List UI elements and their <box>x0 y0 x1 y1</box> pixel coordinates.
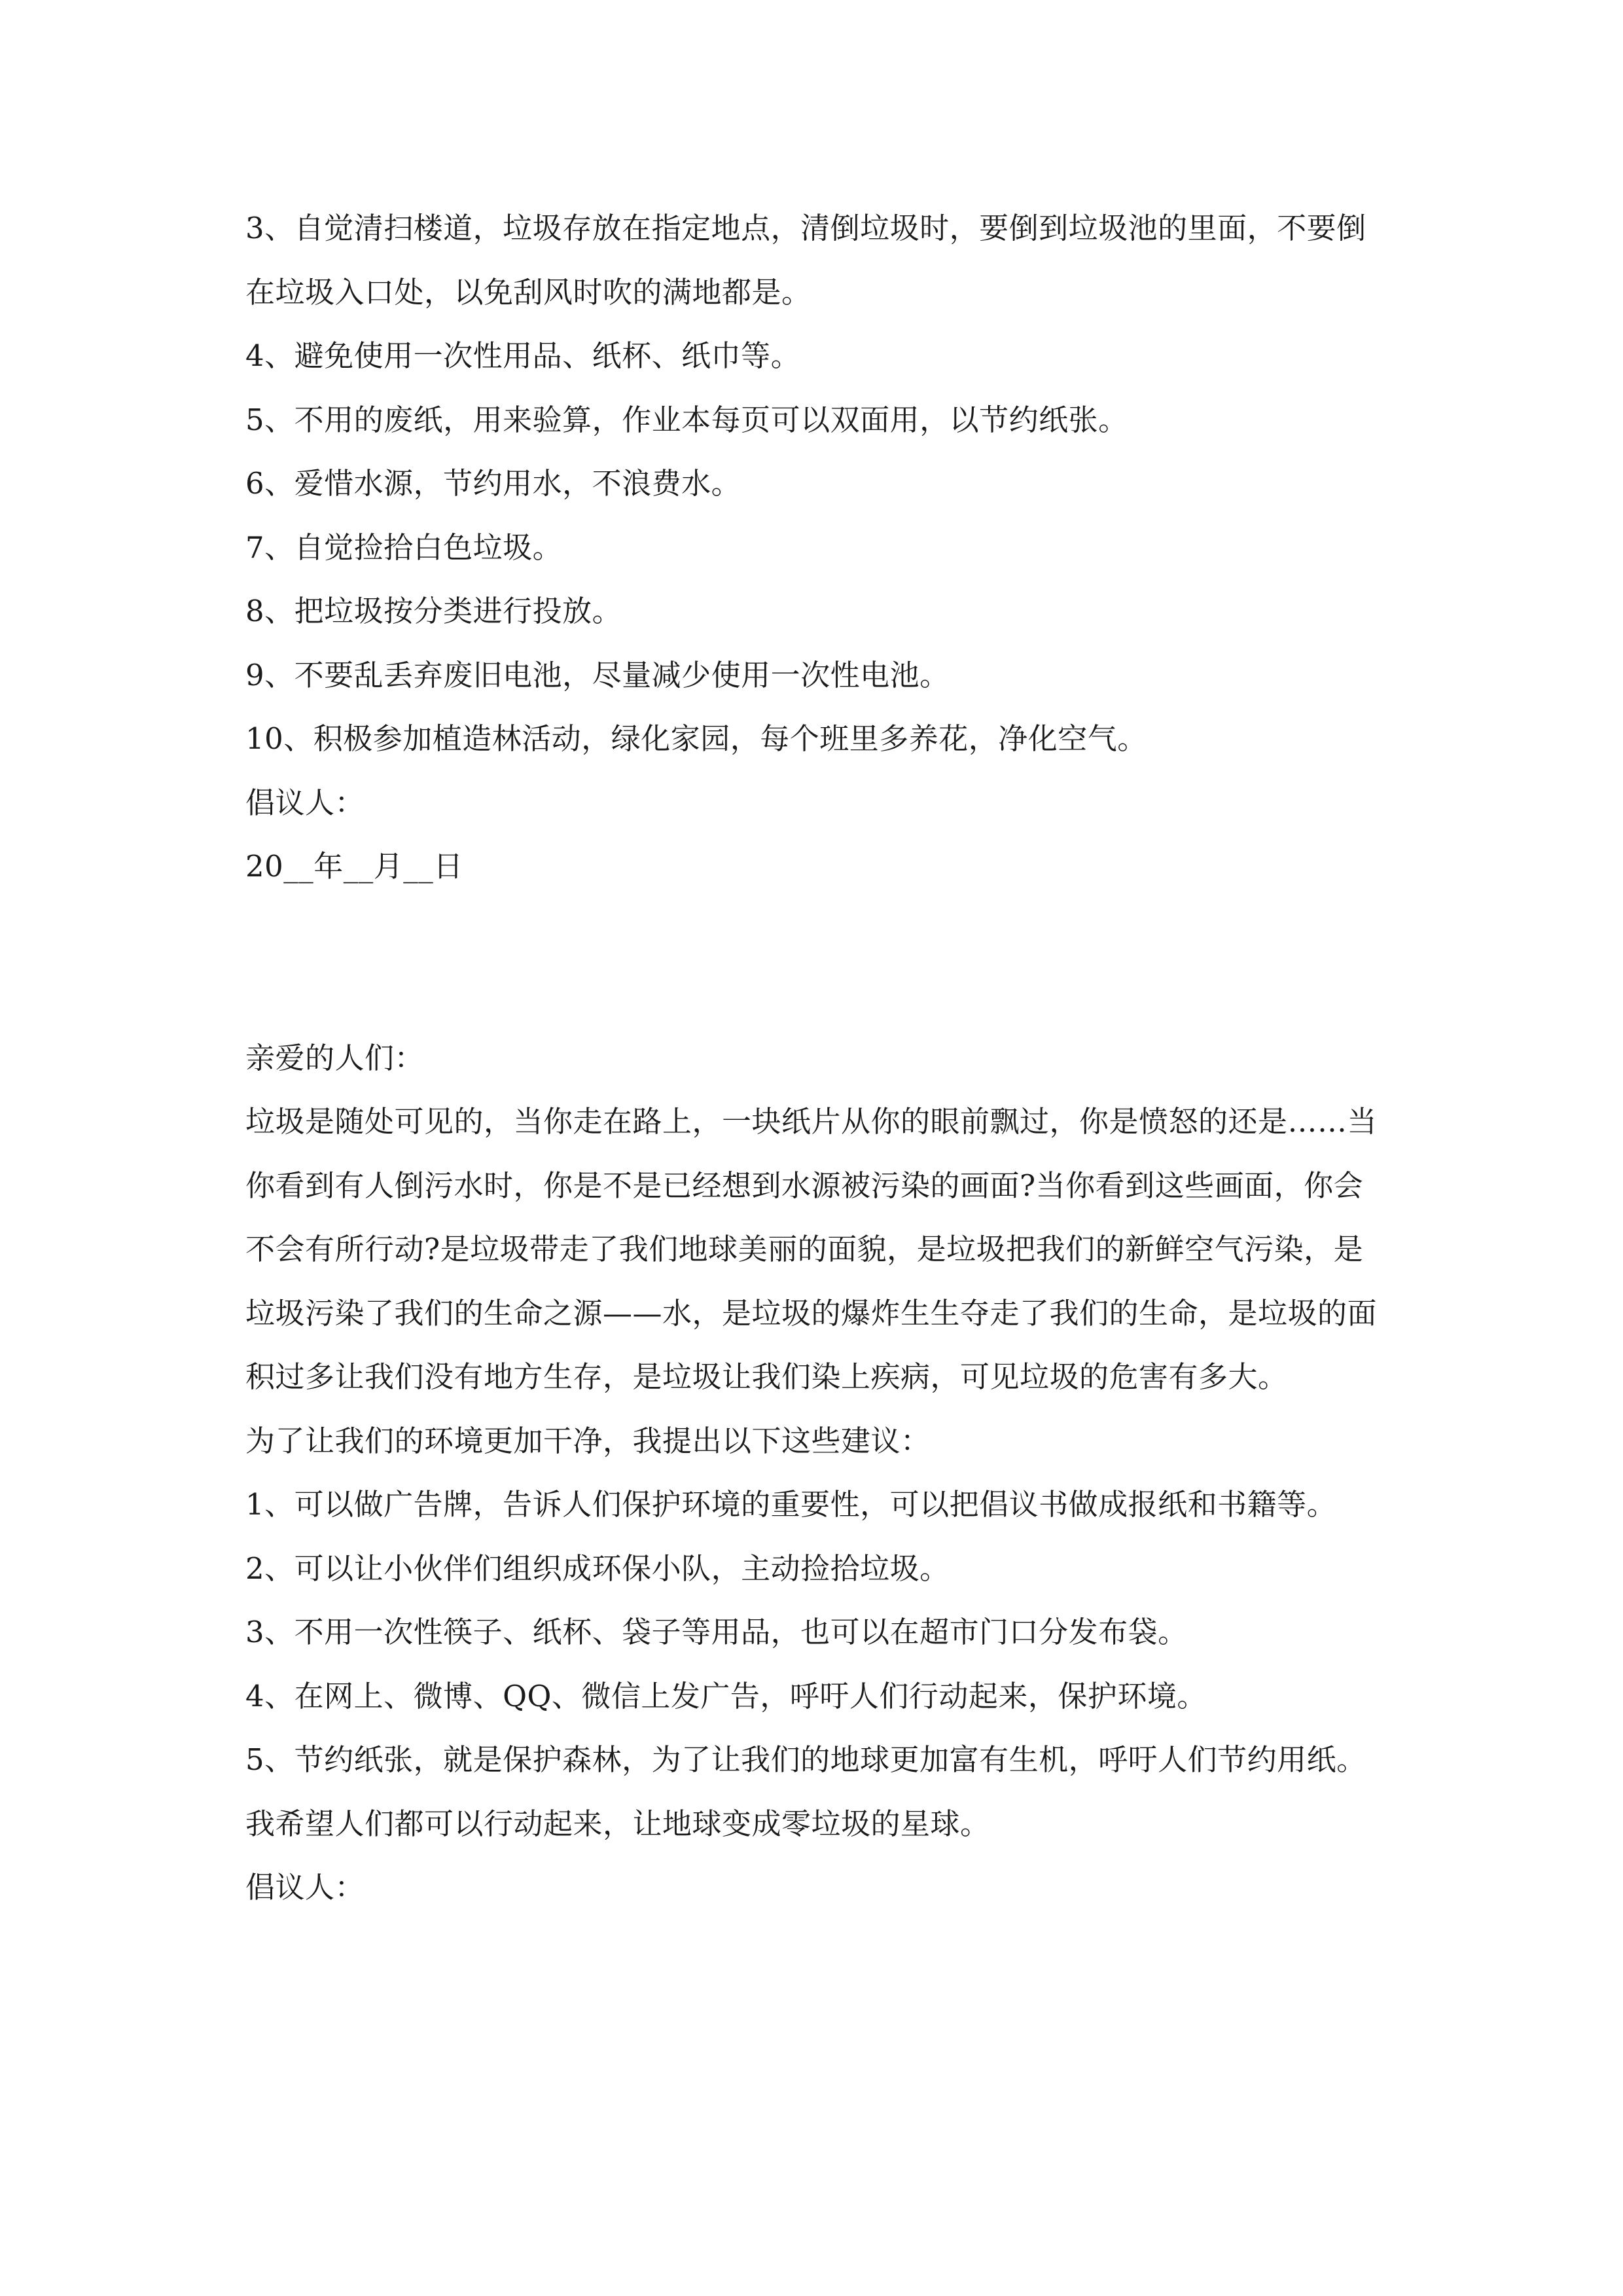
list-item: 1、可以做广告牌，告诉人们保护环境的重要性，可以把倡议书做成报纸和书籍等。 <box>245 1487 1337 1522</box>
signer-label: 倡议人： <box>245 785 365 820</box>
list-item: 10、积极参加植造林活动，绿化家园，每个班里多养花，净化空气。 <box>245 721 1147 756</box>
date-line: 20__年__月__日 <box>245 849 463 884</box>
list-item: 8、把垃圾按分类进行投放。 <box>245 594 622 628</box>
list-item: 6、爱惜水源，节约用水，不浪费水。 <box>245 466 741 501</box>
section-gap <box>245 899 1384 1026</box>
list-item: 2、可以让小伙伴们组织成环保小队，主动捡拾垃圾。 <box>245 1551 950 1586</box>
proposal-lead: 为了让我们的环境更加干净，我提出以下这些建议： <box>245 1423 931 1458</box>
list-item: 4、在网上、微博、QQ、微信上发广告，呼吁人们行动起来，保护环境。 <box>245 1678 1207 1713</box>
closing-paragraph: 我希望人们都可以行动起来，让地球变成零垃圾的星球。 <box>245 1806 990 1841</box>
list-item: 3、不用一次性筷子、纸杯、袋子等用品，也可以在超市门口分发布袋。 <box>245 1615 1188 1649</box>
list-item: 9、不要乱丢弃废旧电池，尽量减少使用一次性电池。 <box>245 657 950 692</box>
list-item: 3、自觉清扫楼道，垃圾存放在指定地点，清倒垃圾时，要倒到垃圾池的里面，不要倒在垃圾入口处，以免刮风时吹的满地都是。 <box>245 211 1366 310</box>
signer-label: 倡议人： <box>245 1870 365 1905</box>
list-item: 5、节约纸张，就是保护森林，为了让我们的地球更加富有生机，呼吁人们节约用纸。 <box>245 1742 1366 1777</box>
intro-paragraph: 垃圾是随处可见的，当你走在路上，一块纸片从你的眼前飘过，你是愤怒的还是……当你看到有人倒污水时，你是不是已经想到水源被污染的画面?当你看到这些画面，你会不会有所行动?是垃圾带走了我们地球美丽的面貌，是垃圾把我们的新鲜空气污染，是垃圾污染了我们的生命之源——水，是垃圾的爆炸生生夺走了我们的生命，是垃圾的面积过多让我们没有地方生存，是垃圾让我们染上疾病，可见垃圾的危害有多大。 <box>245 1104 1378 1394</box>
list-item: 4、避免使用一次性用品、纸杯、纸巾等。 <box>245 338 801 373</box>
list-item: 5、不用的废纸，用来验算，作业本每页可以双面用，以节约纸张。 <box>245 402 1128 437</box>
document-body <box>245 196 1384 1920</box>
list-item: 7、自觉捡拾白色垃圾。 <box>245 529 563 565</box>
greeting: 亲爱的人们： <box>245 1040 425 1075</box>
